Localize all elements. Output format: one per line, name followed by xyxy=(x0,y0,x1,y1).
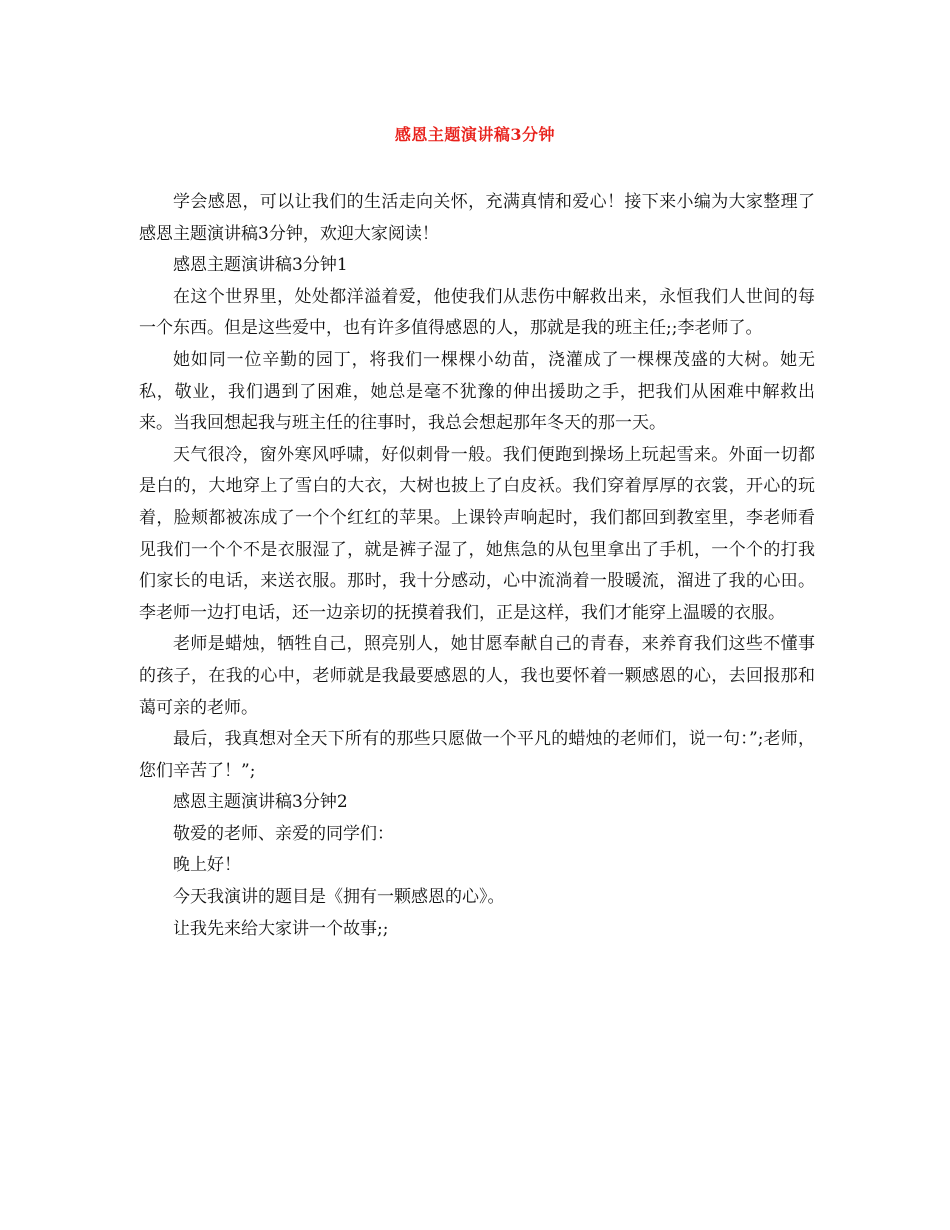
paragraph: 天气很冷，窗外寒风呼啸，好似刺骨一般。我们便跑到操场上玩起雪来。外面一切都是白的，大地穿上了雪白的大衣，大树也披上了白皮袄。我们穿着厚厚的衣裳，开心的玩着，脸颊都被冻成了一个个红红的苹果。上课铃声响起时，我们都回到教室里，李老师看见我们一个个不是衣服湿了，就是裤子湿了，她焦急的从包里拿出了手机，一个个的打我们家长的电话，来送衣服。那时，我十分感动，心中流淌着一股暖流，溜进了我的心田。李老师一边打电话，还一边亲切的抚摸着我们，正是这样，我们才能穿上温暖的衣服。 xyxy=(139,444,815,623)
paragraph: 今天我演讲的题目是《拥有一颗感恩的心》。 xyxy=(173,887,505,908)
paragraph: 最后，我真想对全天下所有的那些只愿做一个平凡的蜡烛的老师们，说一句：”;老师，您们辛苦了！”; xyxy=(139,729,815,781)
section-heading-1: 感恩主题演讲稿3分钟1 xyxy=(173,255,348,276)
paragraph: 她如同一位辛勤的园丁，将我们一棵棵小幼苗，浇灌成了一棵棵茂盛的大树。她无私，敬业，我们遇到了困难，她总是毫不犹豫的伸出援助之手，把我们从困难中解救出来。当我回想起我与班主任的往事时，我总会想起那年冬天的那一天。 xyxy=(139,349,815,434)
greeting: 晚上好！ xyxy=(173,855,241,876)
section-heading-2: 感恩主题演讲稿3分钟2 xyxy=(173,792,348,813)
salutation: 敬爱的老师、亲爱的同学们： xyxy=(173,823,394,844)
document-body xyxy=(139,187,815,945)
paragraph: 在这个世界里，处处都洋溢着爱，他使我们从悲伤中解救出来，永恒我们人世间的每一个东西。但是这些爱中，也有许多值得感恩的人，那就是我的班主任;;李老师了。 xyxy=(139,286,815,339)
paragraph-intro: 学会感恩，可以让我们的生活走向关怀，充满真情和爱心！接下来小编为大家整理了感恩主题演讲稿3分钟，欢迎大家阅读！ xyxy=(139,192,815,244)
document-title: 感恩主题演讲稿3分钟 xyxy=(394,125,556,144)
paragraph: 让我先来给大家讲一个故事;; xyxy=(173,918,389,939)
paragraph: 老师是蜡烛，牺牲自己，照亮别人，她甘愿奉献自己的青春，来养育我们这些不懂事的孩子，在我的心中，老师就是我最要感恩的人，我也要怀着一颗感恩的心，去回报那和蔼可亲的老师。 xyxy=(139,634,815,718)
